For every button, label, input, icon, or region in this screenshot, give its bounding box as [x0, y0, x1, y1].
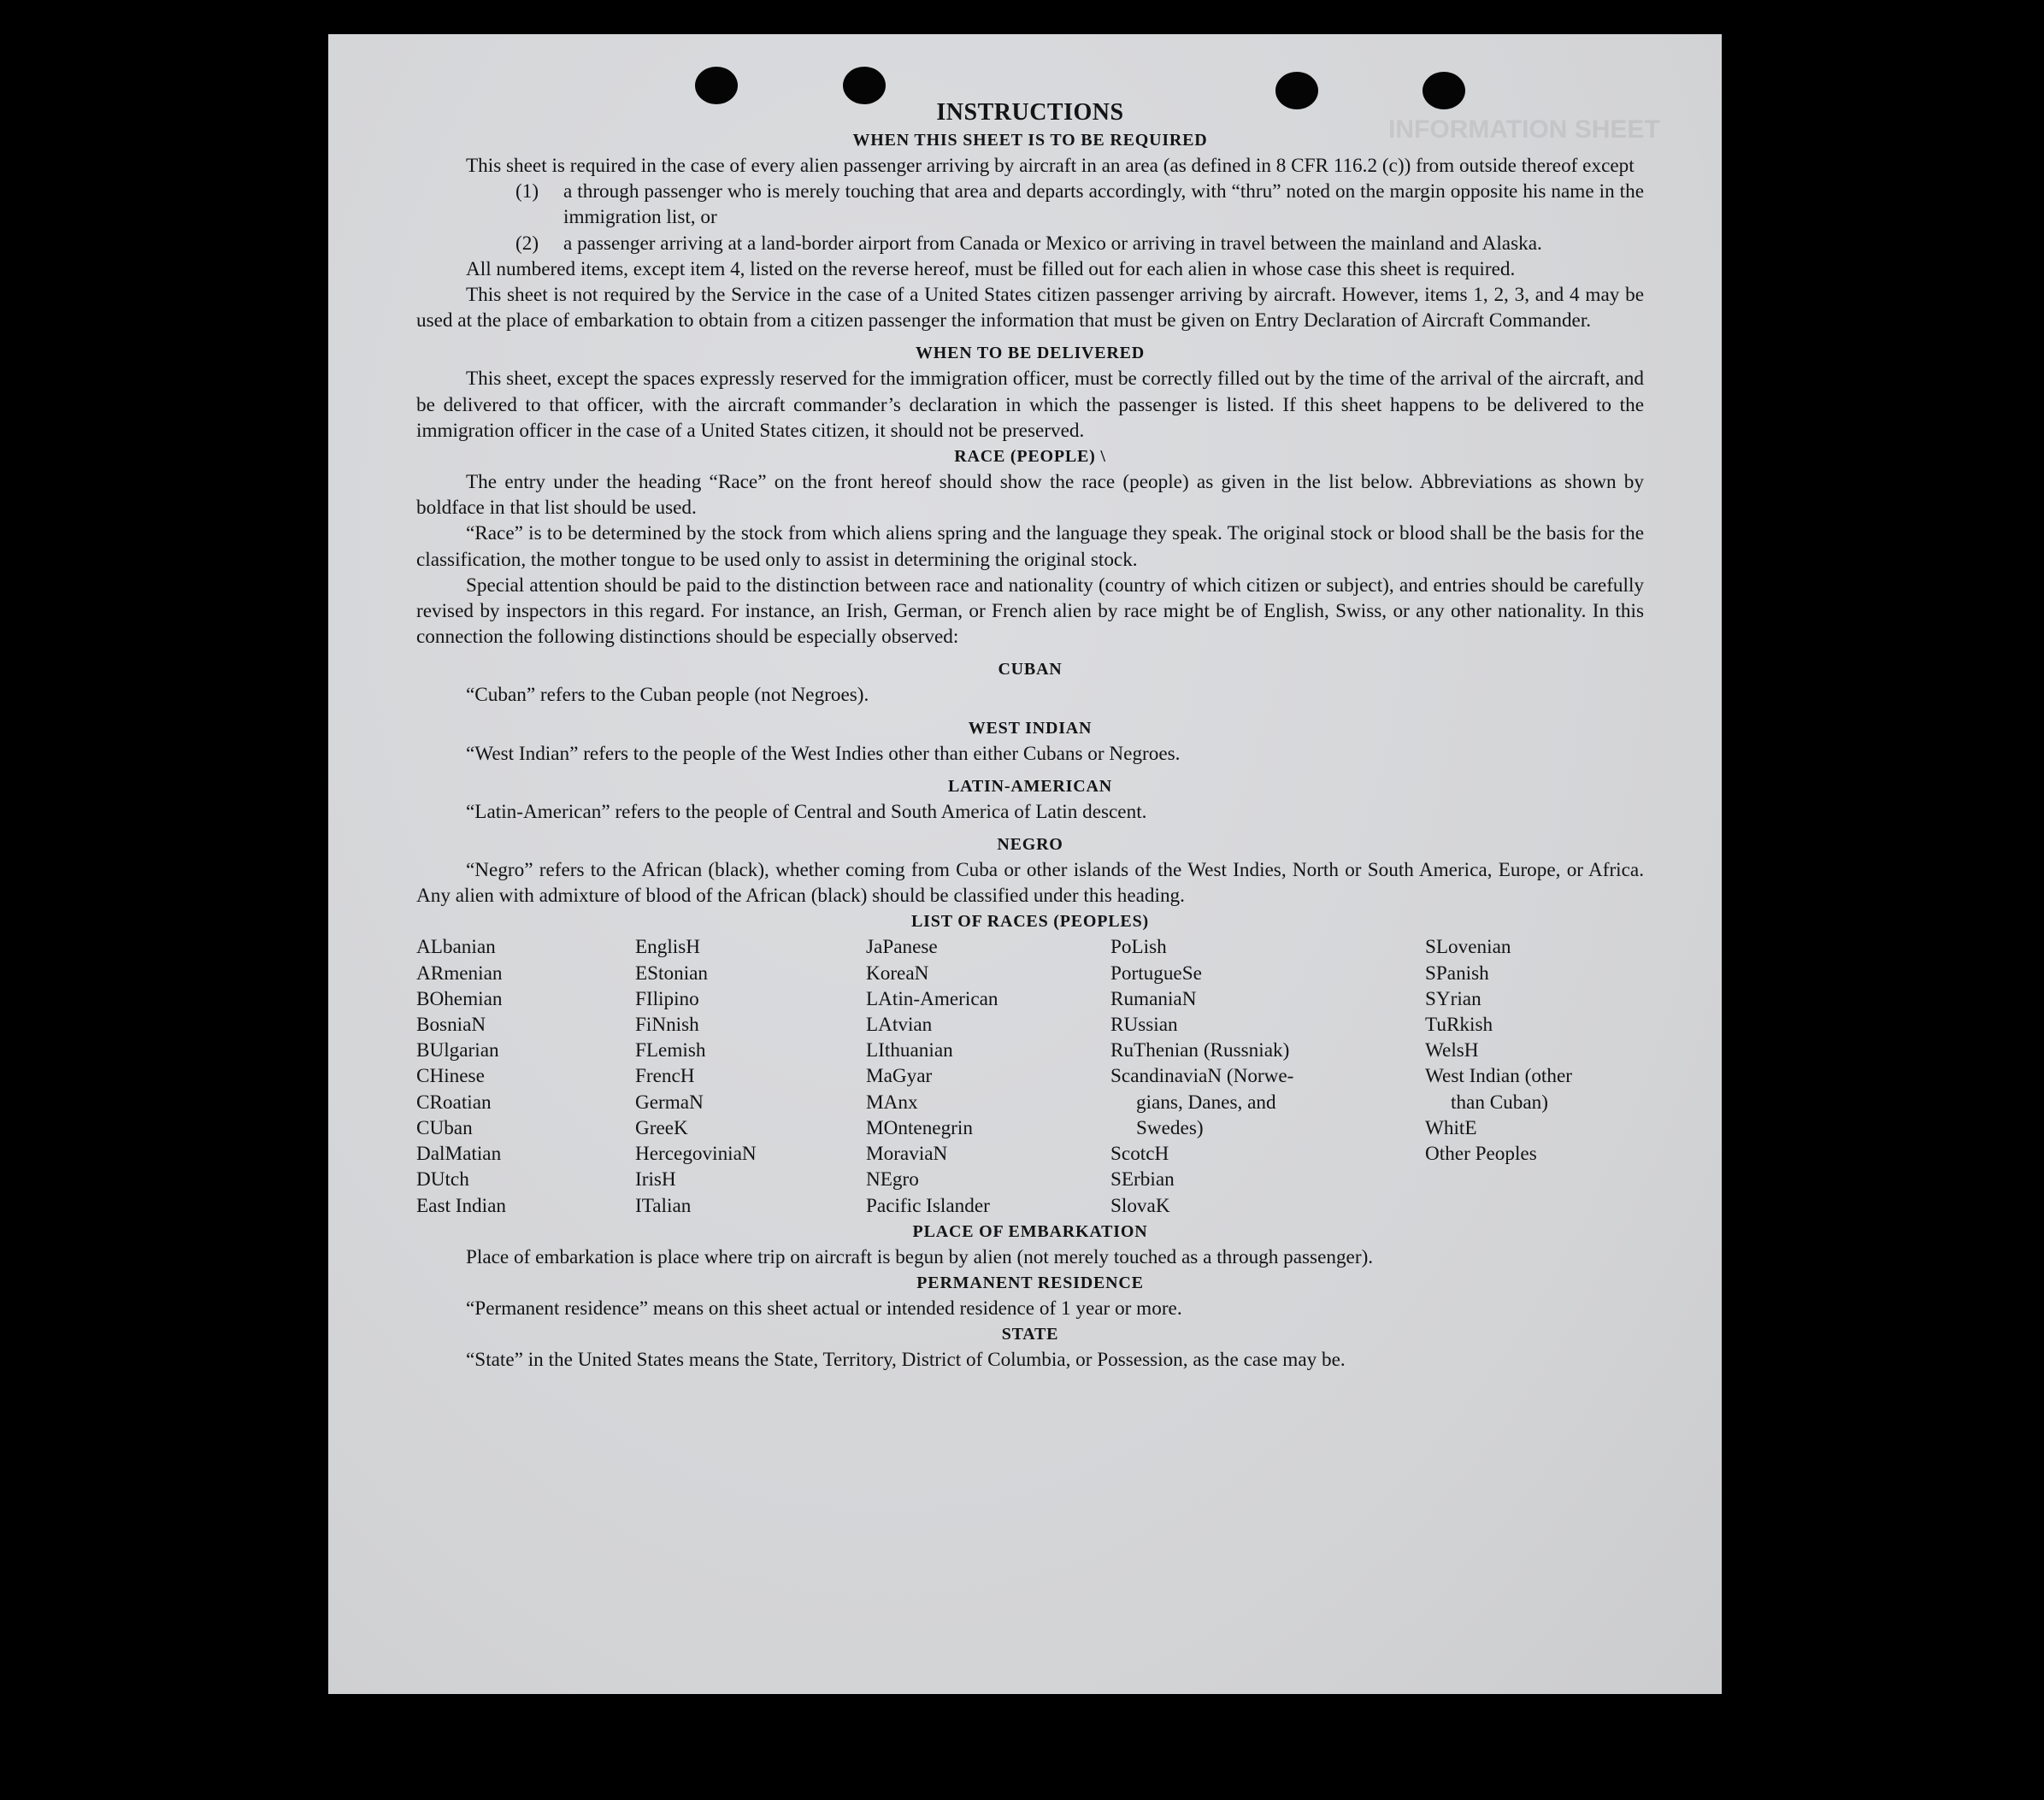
- bleed-through-text: INFORMATION SHEET: [1388, 115, 1660, 144]
- race-item: LAtvian: [866, 1014, 933, 1037]
- paragraph: Place of embarkation is place where trip on aircraft is begun by alien (not merely touched as a through passenger).: [466, 1245, 1374, 1268]
- race-item: GreeK: [635, 1116, 688, 1139]
- race-item: DalMatian: [416, 1143, 502, 1166]
- section-heading: LIST OF RACES (PEOPLES): [911, 912, 1149, 932]
- race-item: MoraviaN: [866, 1143, 948, 1166]
- section-heading: WEST INDIAN: [968, 718, 1093, 738]
- race-item: RumaniaN: [1110, 987, 1197, 1010]
- race-item: BOhemian: [416, 987, 503, 1010]
- paragraph: “Latin-American” refers to the people of Central and South America of Latin descent.: [466, 800, 1147, 823]
- paragraph: This sheet is not required by the Service in the case of a United States citizen passenger arriving by aircraft. However, items 1, 2, 3, and 4 may be used at the place of embarkation to obtain from a citizen passenger the information that must be given on Entry Declaration of Aircraft Commander.: [416, 284, 1644, 332]
- race-item: SErbian: [1110, 1168, 1175, 1191]
- race-item: PoLish: [1110, 936, 1167, 959]
- races-column: [1110, 934, 1425, 1218]
- list-text: a passenger arriving at a land-border airport from Canada or Mexico or arriving in travel between the mainland and Alaska.: [563, 232, 1542, 255]
- race-item: SlovaK: [1110, 1194, 1170, 1217]
- race-item: ARmenian: [416, 962, 503, 985]
- race-item: RUssian: [1110, 1014, 1178, 1037]
- section-heading: WHEN TO BE DELIVERED: [915, 344, 1146, 363]
- race-item: MOntenegrin: [866, 1116, 973, 1139]
- section-heading: NEGRO: [997, 835, 1063, 855]
- race-item: WhitE: [1425, 1116, 1477, 1139]
- race-item: LAtin-American: [866, 987, 998, 1010]
- race-item: SLovenian: [1425, 936, 1511, 959]
- race-item: NEgro: [866, 1168, 919, 1191]
- section-heading: CUBAN: [998, 660, 1063, 679]
- section-heading: RACE (PEOPLE) \: [954, 447, 1106, 467]
- races-column: [1425, 934, 1644, 1218]
- paragraph: “Permanent residence” means on this sheet actual or intended residence of 1 year or more.: [466, 1297, 1182, 1320]
- races-column: [416, 934, 635, 1218]
- race-item: CHinese: [416, 1065, 485, 1088]
- page-title: INSTRUCTIONS: [936, 99, 1124, 126]
- race-item: ScandinaviaN (Norwe-: [1110, 1065, 1294, 1088]
- race-item: BUlgarian: [416, 1039, 499, 1062]
- paragraph: This sheet, except the spaces expressly reserved for the immigration officer, must be correctly filled out by the time of the arrival of the aircraft, and be delivered to that officer, with the aircraft commander’s declaration in which the passenger is listed. If this sheet happens to be delivered to the immigration officer in the case of a United States citizen, it should not be preserved.: [416, 368, 1644, 442]
- race-item: CUban: [416, 1116, 473, 1139]
- race-item: CRoatian: [416, 1091, 492, 1114]
- race-item: gians, Danes, and: [1136, 1091, 1276, 1114]
- race-item: TuRkish: [1425, 1014, 1493, 1037]
- race-item: DUtch: [416, 1168, 469, 1191]
- paragraph: This sheet is required in the case of every alien passenger arriving by aircraft in an area (as defined in 8 CFR 116.2 (c)) from outside thereof except: [466, 155, 1635, 177]
- race-item: Other Peoples: [1425, 1143, 1537, 1166]
- section-heading: LATIN-AMERICAN: [948, 776, 1112, 796]
- race-item: Swedes): [1136, 1116, 1204, 1139]
- document-sheet: [328, 34, 1722, 1694]
- race-item: BosniaN: [416, 1014, 486, 1037]
- paragraph: “State” in the United States means the State, Territory, District of Columbia, or Possession, as the case may be.: [466, 1349, 1346, 1372]
- paragraph: “Race” is to be determined by the stock from which aliens spring and the language they speak. The original stock or blood shall be the basis for the classification, the mother tongue to be used only to assist in determining the original stock.: [416, 522, 1644, 571]
- paragraph: Special attention should be paid to the distinction between race and nationality (country of which citizen or subject), and entries should be carefully revised by inspectors in this regard. For instance, an Irish, German, or French alien by race might be of English, Swiss, or any other nationality. In this connection the following distinctions should be especially observed:: [416, 574, 1644, 649]
- race-item: MAnx: [866, 1091, 918, 1114]
- section-heading: PERMANENT RESIDENCE: [916, 1273, 1144, 1292]
- race-item: SYrian: [1425, 987, 1481, 1010]
- race-item: East Indian: [416, 1194, 506, 1217]
- section-heading: STATE: [1001, 1325, 1059, 1344]
- race-item: than Cuban): [1451, 1091, 1548, 1114]
- race-item: FiNnish: [635, 1014, 699, 1037]
- races-column: [635, 934, 866, 1218]
- race-item: IrisH: [635, 1168, 676, 1191]
- list-text: a through passenger who is merely touching that area and departs accordingly, with “thru” noted on the margin opposite his name in the immigration list, or: [563, 180, 1644, 229]
- race-item: SPanish: [1425, 962, 1489, 985]
- race-item: West Indian (other: [1425, 1065, 1572, 1088]
- race-item: GermaN: [635, 1091, 704, 1114]
- paragraph: The entry under the heading “Race” on the front hereof should show the race (people) as given in the list below. Abbreviations as shown by boldface in that list should be used.: [416, 471, 1644, 520]
- races-column: [866, 934, 1110, 1218]
- race-item: ITalian: [635, 1194, 692, 1217]
- race-item: Pacific Islander: [866, 1194, 990, 1217]
- race-item: ALbanian: [416, 936, 496, 959]
- list-item: [416, 231, 1644, 256]
- race-item: ScotcH: [1110, 1143, 1169, 1166]
- race-item: EStonian: [635, 962, 709, 985]
- paragraph: “West Indian” refers to the people of the West Indies other than either Cubans or Negroes.: [466, 742, 1181, 765]
- paragraph: All numbered items, except item 4, listed on the reverse hereof, must be filled out for each alien in whose case this sheet is required.: [466, 257, 1516, 280]
- instructions-body: [416, 98, 1644, 1373]
- section-heading: WHEN THIS SHEET IS TO BE REQUIRED: [852, 131, 1208, 150]
- paragraph: “Cuban” refers to the Cuban people (not Negroes).: [466, 684, 869, 707]
- races-list: [416, 934, 1644, 1218]
- race-item: WelsH: [1425, 1039, 1479, 1062]
- list-number: (1): [515, 180, 539, 203]
- race-item: MaGyar: [866, 1065, 933, 1088]
- race-item: FrencH: [635, 1065, 695, 1088]
- race-item: FIlipino: [635, 987, 699, 1010]
- race-item: FLemish: [635, 1039, 706, 1062]
- race-item: LIthuanian: [866, 1039, 953, 1062]
- race-item: HercegoviniaN: [635, 1143, 757, 1166]
- race-item: JaPanese: [866, 936, 938, 959]
- race-item: RuThenian (Russniak): [1110, 1039, 1290, 1062]
- list-number: (2): [515, 232, 539, 255]
- paragraph: “Negro” refers to the African (black), whether coming from Cuba or other islands of the West Indies, North or South America, Europe, or Africa. Any alien with admixture of blood of the African (black) should be classified under this heading.: [416, 859, 1644, 908]
- race-item: KoreaN: [866, 962, 929, 985]
- race-item: EnglisH: [635, 936, 701, 959]
- list-item: [416, 179, 1644, 230]
- race-item: PortugueSe: [1110, 962, 1202, 985]
- section-heading: PLACE OF EMBARKATION: [912, 1221, 1148, 1241]
